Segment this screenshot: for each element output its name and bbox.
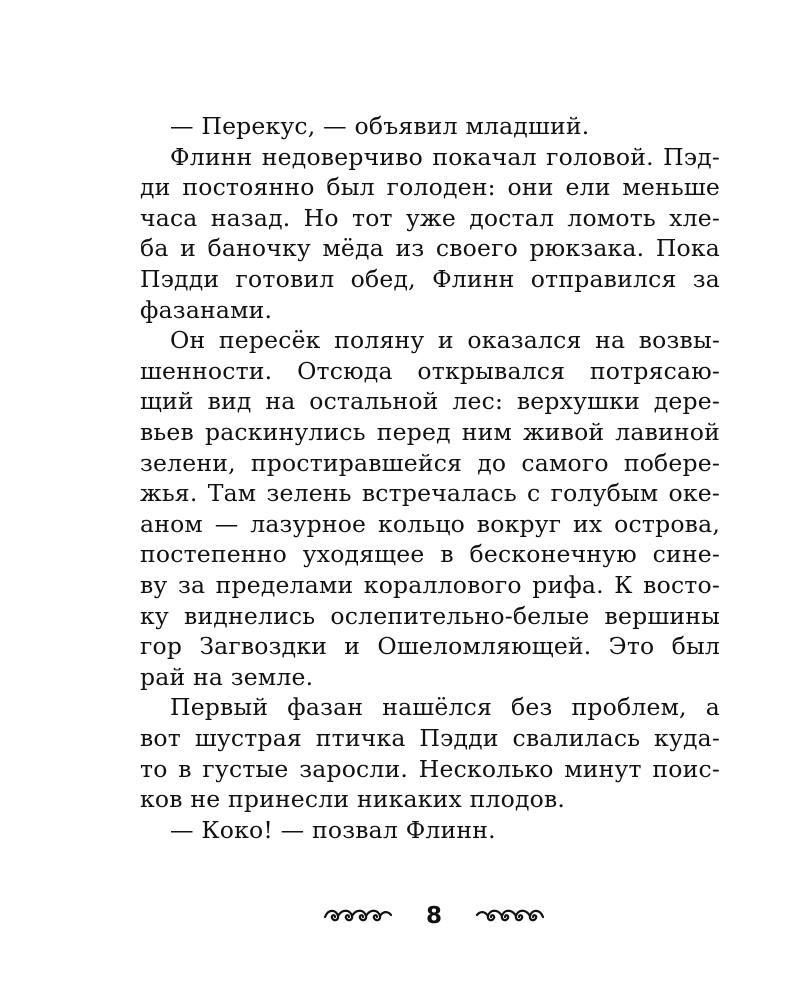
text-line: щий вид на остальной лес: верхушки дере- — [140, 387, 720, 416]
wave-scroll-ornament-left-icon — [322, 905, 394, 927]
wave-scroll-ornament-right-icon — [474, 905, 546, 927]
text-line: — Перекус, — объявил младший. — [170, 112, 590, 140]
text-line: ков не принесли никаких плодов. — [140, 785, 566, 814]
text-line: фазанами. — [140, 295, 273, 324]
page-footer — [0, 898, 800, 934]
text-line: гор Загвоздки и Ошеломляющей. Это был — [140, 632, 720, 661]
text-line: постепенно уходящее в бесконечную сине- — [140, 540, 720, 569]
text-line: ву за пределами кораллового рифа. К восто- — [140, 571, 720, 599]
text-line: зелени, простиравшейся до самого побере- — [140, 448, 720, 477]
text-line: Пэдди готовил обед, Флинн отправился за — [140, 265, 720, 293]
text-line: аном — лазурное кольцо вокруг их острова, — [140, 509, 720, 538]
text-line: рай на земле. — [140, 662, 314, 691]
text-line: вьев раскинулись перед ним живой лавиной — [140, 418, 720, 446]
text-line: вот шустрая птичка Пэдди свалилась куда- — [140, 724, 720, 752]
text-line: Первый фазан нашёлся без проблем, а — [170, 693, 720, 722]
text-line: Он пересёк поляну и оказался на возвы- — [170, 326, 720, 355]
text-line: то в густые заросли. Несколько минут поис- — [140, 754, 720, 783]
text-line: Флинн недоверчиво покачал головой. Пэд- — [170, 142, 720, 171]
text-line: ку виднелись ослепительно-белые вершины — [140, 601, 720, 630]
page-number: 8 — [425, 903, 442, 929]
text-line: часа назад. Но тот уже достал ломоть хле- — [140, 203, 720, 232]
text-line: — Коко! — позвал Флинн. — [170, 815, 496, 844]
text-line: жья. Там зелень встречалась с голубым оке- — [140, 479, 720, 508]
text-line: шенности. Отсюда открывался потрясаю- — [140, 356, 720, 385]
text-line: ди постоянно был голоден: они ели меньше — [140, 173, 720, 202]
text-line: ба и баночку мёда из своего рюкзака. Пока — [140, 234, 720, 263]
